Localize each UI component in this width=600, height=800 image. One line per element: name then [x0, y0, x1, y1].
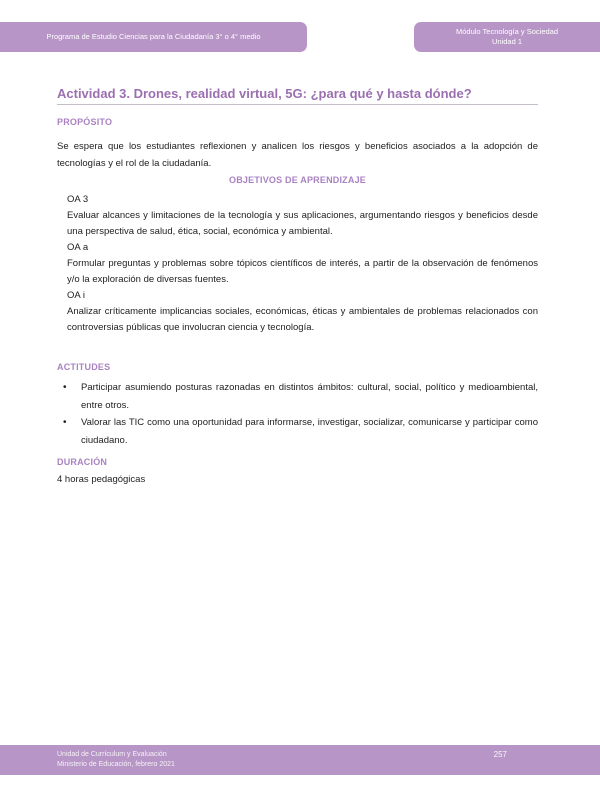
duracion-text: 4 horas pedagógicas — [57, 474, 146, 485]
oa-text: Formular preguntas y problemas sobre tópicos científicos de interés, a partir de la observación de fenómenos y/o la exploración de diversas fuentes. — [67, 258, 538, 285]
oa-text: Evaluar alcances y limitaciones de la tecnología y sus aplicaciones, argumentando riesgos y beneficios desde una perspectiva de salud, ética, social, económica y ambiental. — [67, 210, 538, 237]
actitudes-heading: ACTITUDES — [57, 362, 111, 372]
actitud-item: • Participar asumiendo posturas razonadas en distintos ámbitos: cultural, social, político y medioambiental, entre otros. — [61, 379, 538, 414]
footer-credits — [57, 750, 175, 770]
page-footer — [0, 745, 600, 775]
oa-text: Analizar críticamente implicancias sociales, económicas, éticas y ambientales de problemas relacionados con controversias públicas que involucran ciencia y tecnología. — [67, 306, 538, 333]
oa-item — [67, 288, 538, 336]
actitudes-list — [57, 379, 538, 449]
footer-line2: Ministerio de Educación, febrero 2021 — [57, 761, 175, 768]
actitud-item: • Valorar las TIC como una oportunidad para informarse, investigar, socializar, comunicarse y participar como ciudadano. — [61, 414, 538, 449]
oa-code: OA a — [67, 242, 89, 253]
proposito-heading: PROPÓSITO — [57, 117, 113, 127]
oa-item — [67, 192, 538, 240]
oa-item — [67, 240, 538, 288]
module-badge-line1: Módulo Tecnología y Sociedad — [455, 27, 558, 36]
program-badge-label: Programa de Estudio Ciencias para la Ciudadanía 3° o 4° medio — [46, 32, 261, 41]
activity-title: Actividad 3. Drones, realidad virtual, 5G: ¿para qué y hasta dónde? — [57, 86, 472, 101]
objetivos-heading: OBJETIVOS DE APRENDIZAJE — [229, 175, 366, 185]
page-content — [57, 0, 538, 488]
oa-code: OA 3 — [67, 194, 89, 205]
page-number: 257 — [493, 750, 507, 759]
oa-code: OA i — [67, 290, 85, 301]
footer-line1: Unidad de Currículum y Evaluación — [57, 751, 167, 758]
objetivos-list — [57, 192, 538, 336]
proposito-text: Se espera que los estudiantes reflexionen y analicen los riesgos y beneficios asociados a la adopción de tecnologías y el rol de la ciudadanía. — [57, 141, 538, 169]
module-badge-line2: Unidad 1 — [491, 37, 523, 46]
title-divider — [57, 104, 538, 105]
duracion-heading: DURACIÓN — [57, 457, 108, 467]
